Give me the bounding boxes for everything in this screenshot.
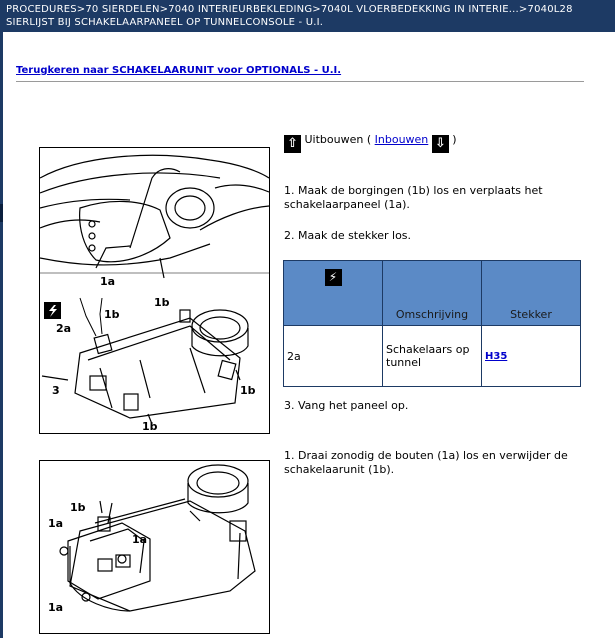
table-row [284,326,581,387]
install-icon: ⇩ [432,135,449,153]
electric-icon: ⚡ [325,269,342,286]
fig2-label-1b: 1b [70,501,86,514]
figure-unit-diagram [39,460,270,634]
fig1-label-3: 3 [52,384,60,397]
remove-install-line [284,133,457,169]
open-paren: ( [366,133,372,146]
breadcrumb-line-1: PROCEDURES>70 SIERDELEN>7040 INTERIEURBEKLEDING>7040L VLOERBEDEKKING IN INTERIE...>7040L28 [6,4,573,15]
breadcrumb [0,0,615,32]
figure-removal-diagram [39,147,270,434]
step-2: 2. Maak de stekker los. [284,229,412,242]
figure-1-drawing [40,148,269,433]
fig1-label-1b-right: 1b [154,296,170,309]
fig2-label-1a-right: 1a [132,533,148,546]
fig2-label-1a-left: 1a [48,517,64,530]
table-cell-description: Schakelaars op tunnel [383,326,482,387]
fig1-label-2a: 2a [56,322,72,335]
connector-link[interactable]: H35 [485,351,508,362]
fig2-label-1a-bottom: 1a [48,601,64,614]
table-header-description: Omschrijving [383,261,482,326]
back-link[interactable]: Terugkeren naar SCHAKELAARUNIT voor OPTIONALS - U.I. [16,65,342,76]
connector-table [283,260,581,380]
step-unit-1: 1. Draai zonodig de bouten (1a) los en verwijder de schakelaarunit (1b). [284,449,568,476]
table-header-icon [284,261,383,326]
fig1-label-1b-bottom: 1b [142,420,158,433]
step-1: 1. Maak de borgingen (1b) los en verplaats het schakelaarpaneel (1a). [284,184,543,211]
breadcrumb-line-2: SIERLIJST BIJ SCHAKELAARPANEEL OP TUNNELCONSOLE - U.I. [6,17,324,28]
remove-label: Uitbouwen [304,133,364,146]
left-border-marker [0,204,3,222]
fig1-label-1b-side: 1b [240,384,256,397]
table-header-connector: Stekker [482,261,581,326]
remove-icon: ⇧ [284,135,301,153]
fig1-label-1a: 1a [100,275,116,288]
figure-2-drawing [40,461,269,633]
close-paren: ) [452,133,457,146]
table-cell-connector [482,326,581,387]
table-cell-ref: 2a [284,326,383,387]
step-3: 3. Vang het paneel op. [284,399,409,412]
left-border [0,32,3,638]
fig1-label-1b-top: 1b [104,308,120,321]
divider [16,81,584,82]
install-link[interactable]: Inbouwen [374,133,429,146]
